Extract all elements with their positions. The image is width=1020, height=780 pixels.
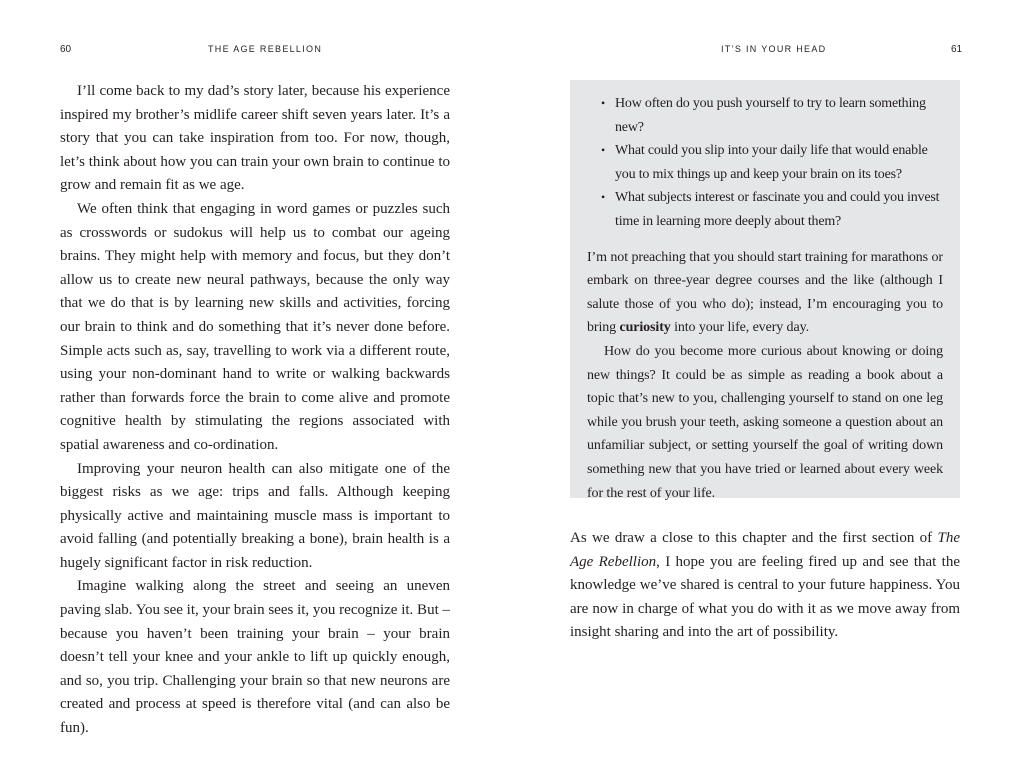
paragraph: We often think that engaging in word games or puzzles such as crosswords or sudokus will help us to combat our ageing brains. They might help with memory and focus, but they don’t allow us to create new neural pathways, because the only way that we do that is by learning new skills and activities, forcing our brain to think and do something that it’s never done before. Simple acts such as, say, travelling to work via a different route, using your non-dominant hand to write or walking backwards rather than forwards force the brain to come alive and promote cognitive health by stimulating the regions associated with spatial awareness and co-ordination.	[60, 200, 450, 453]
text-run: I’m not preaching that you should start training for marathons or embark on three-year degree courses and the like (although I salute those of you who do); instead, I’m encouraging you to bring	[587, 249, 943, 336]
list-item	[587, 92, 943, 139]
right-page	[510, 0, 1020, 780]
paragraph: Improving your neuron health can also mitigate one of the biggest risks as we age: trips and falls. Although keeping physically active and maintaining muscle mass is important to avoid falling (and potentially breaking a bone), brain health is a hugely significant factor in risk reduction.	[60, 460, 450, 571]
text-run: into your life, every day.	[670, 320, 809, 336]
list-item	[587, 139, 943, 186]
paragraph	[587, 246, 943, 340]
paragraph	[570, 527, 960, 645]
page-number: 61	[951, 44, 963, 55]
list-item	[587, 186, 943, 233]
running-head: THE AGE REBELLION	[208, 44, 323, 54]
bullet-icon: •	[601, 143, 606, 158]
list-item-text: How often do you push yourself to try to learn something new?	[615, 96, 926, 135]
emphasis-bold: curiosity	[619, 320, 671, 336]
bullet-icon: •	[601, 96, 606, 110]
closing-text	[570, 527, 960, 645]
shaded-box	[570, 80, 960, 501]
bullet-icon: •	[601, 190, 606, 205]
running-head: IT’S IN YOUR HEAD	[721, 44, 827, 54]
page-number: 60	[60, 44, 72, 55]
paragraph: How do you become more curious about knowing or doing new things? It could be as simple as reading a book about a topic that’s new to you, challenging yourself to stand on one leg while you brush your teeth, asking someone a question about an unfamiliar subject, or setting yourself the goal of writing down something new that you have tried or learned about every week for the rest of your life.	[587, 343, 943, 501]
question-list	[587, 92, 943, 234]
list-item-text: What subjects interest or fascinate you and could you invest time in learning more deeply about them?	[615, 190, 940, 229]
paragraph: I’ll come back to my dad’s story later, because his experience inspired my brother’s midlife career shift seven years later. It’s a story that you can take inspiration from too. For now, though, let’s think about how you can train your own brain to continue to grow and remain fit as we age.	[60, 83, 450, 194]
box-body-text	[587, 246, 943, 506]
list-item-text: What could you slip into your daily life that would enable you to mix things up and keep your brain on its toes?	[615, 143, 928, 182]
text-run: , I hope you are feeling fired up and see that the knowledge we’ve shared is central to your future happiness. You are now in charge of what you do with it as we move away from insight sharing and into the art of possibility.	[570, 553, 960, 641]
left-body-text	[60, 80, 450, 741]
paragraph: Imagine walking along the street and seeing an uneven paving slab. You see it, your brain sees it, you recognize it. But – because you haven’t been training your brain – your brain doesn’t tell your knee and your ankle to lift up quickly enough, and so, you trip. Challenging your brain so that new neurons are created and process at speed is therefore vital (and can also be fun).	[60, 578, 450, 737]
text-run: As we draw a close to this chapter and the first section of	[570, 530, 938, 546]
book-title: The Age Rebellion	[570, 530, 960, 570]
